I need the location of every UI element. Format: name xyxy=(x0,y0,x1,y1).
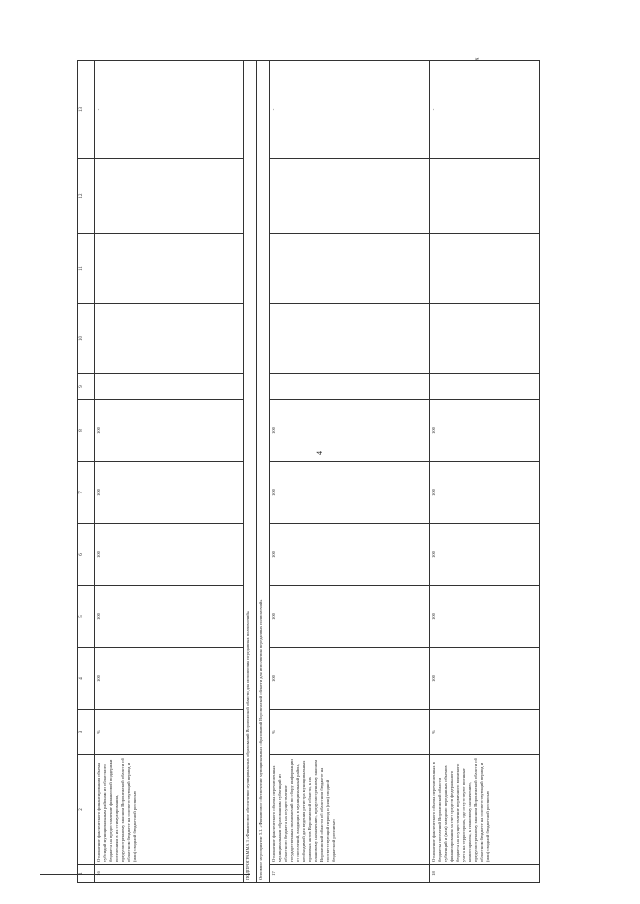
page-number: 4 xyxy=(315,451,324,455)
value-cell: 100 xyxy=(95,524,244,586)
value-cell: 100 xyxy=(430,462,540,524)
unit-cell: % xyxy=(270,710,430,755)
value-cell xyxy=(95,304,244,374)
value-cell: 100 xyxy=(430,400,540,462)
value-cell xyxy=(270,374,430,400)
activity-title: Основное мероприятие 3.1. «Финансовое обеспечение муниципальных образований Воронежской области для исполнения переданных полномочий» xyxy=(257,61,270,883)
value-cell: 100 xyxy=(430,648,540,710)
row-number: 16 xyxy=(95,865,244,883)
header-col-9: 9 xyxy=(78,374,95,400)
table-row-18 xyxy=(430,61,540,883)
indicators-table xyxy=(77,57,540,883)
value-cell xyxy=(270,234,430,304)
indicator-description: Отношение фактического объема перечисленных в бюджеты поселений Воронежской области субвенций и (или) заведомо переданных объемов финансирования за счет средств федерального бюджета на осуществление первичного воинского учета на территориях, где отсутствуют военные комиссариаты, к плановому назначению, предусмотренному законом Воронежской области об областном бюджете на соответствующий период и (или) сводной бюджетной росписью xyxy=(430,755,540,865)
table-row-17 xyxy=(270,61,430,883)
value-cell: 100 xyxy=(270,648,430,710)
activity-row xyxy=(257,61,270,883)
value-cell: - xyxy=(95,61,244,159)
header-col-1: 1 xyxy=(78,865,95,883)
value-cell: 100 xyxy=(95,586,244,648)
header-col-6: 6 xyxy=(78,524,95,586)
value-cell xyxy=(95,374,244,400)
value-cell xyxy=(270,159,430,234)
unit-cell: % xyxy=(95,710,244,755)
header-row xyxy=(78,61,95,883)
value-cell: 100 xyxy=(430,586,540,648)
value-cell: 100 xyxy=(95,462,244,524)
value-cell xyxy=(430,374,540,400)
header-col-5: 5 xyxy=(78,586,95,648)
header-col-7: 7 xyxy=(78,462,95,524)
value-cell xyxy=(95,234,244,304)
header-col-13: 13 xyxy=(78,61,95,159)
corner-mark: х xyxy=(474,57,481,61)
value-cell: 100 xyxy=(270,524,430,586)
subprogram-title: ПОДПРОГРАММА 3 «Финансовое обеспечение муниципальных образований Воронежской области для исполнения переданных полномочий» xyxy=(244,61,257,883)
value-cell xyxy=(430,234,540,304)
header-col-12: 12 xyxy=(78,159,95,234)
subprogram-row xyxy=(244,61,257,883)
header-col-3: 3 xyxy=(78,710,95,755)
header-col-2: 2 xyxy=(78,755,95,865)
value-cell: 100 xyxy=(95,648,244,710)
header-col-10: 10 xyxy=(78,304,95,374)
value-cell: - xyxy=(270,61,430,159)
header-col-11: 11 xyxy=(78,234,95,304)
value-cell: 100 xyxy=(270,586,430,648)
indicator-description: Отношение фактического объема перечисленных муниципальным образованиям субвенций из областного бюджета на осуществление государственных полномочий по сбору информации от поселений, входящих в муниципальный район, необходимой для ведения регистра муниципальных правовых актов Воронежской области, к их плановому назначению, предусмотренному законом Воронежской области об областном бюджете на соответствующий период и (или) сводной бюджетной росписью xyxy=(270,755,430,865)
header-col-8: 8 xyxy=(78,400,95,462)
value-cell xyxy=(430,304,540,374)
value-cell xyxy=(270,304,430,374)
value-cell: 100 xyxy=(270,400,430,462)
indicator-description: Отношение фактического финансирования объема субсидий муниципальным районам из областного бюджета на предоставление финансовой поддержки поселениям в их стимулировании, предусмотренному законом Воронежской области об областном бюджете на соответствующий период и (или) сводной бюджетной росписью xyxy=(95,755,244,865)
row-number: 17 xyxy=(270,865,430,883)
value-cell: - xyxy=(430,61,540,159)
unit-cell: % xyxy=(430,710,540,755)
value-cell: 100 xyxy=(430,524,540,586)
table-row-16 xyxy=(95,61,244,883)
value-cell xyxy=(430,159,540,234)
header-col-4: 4 xyxy=(78,648,95,710)
table-viewport xyxy=(77,61,490,883)
rotated-table-area xyxy=(77,61,490,883)
value-cell: 100 xyxy=(95,400,244,462)
row-number: 18 xyxy=(430,865,540,883)
value-cell xyxy=(95,159,244,234)
value-cell: 100 xyxy=(270,462,430,524)
